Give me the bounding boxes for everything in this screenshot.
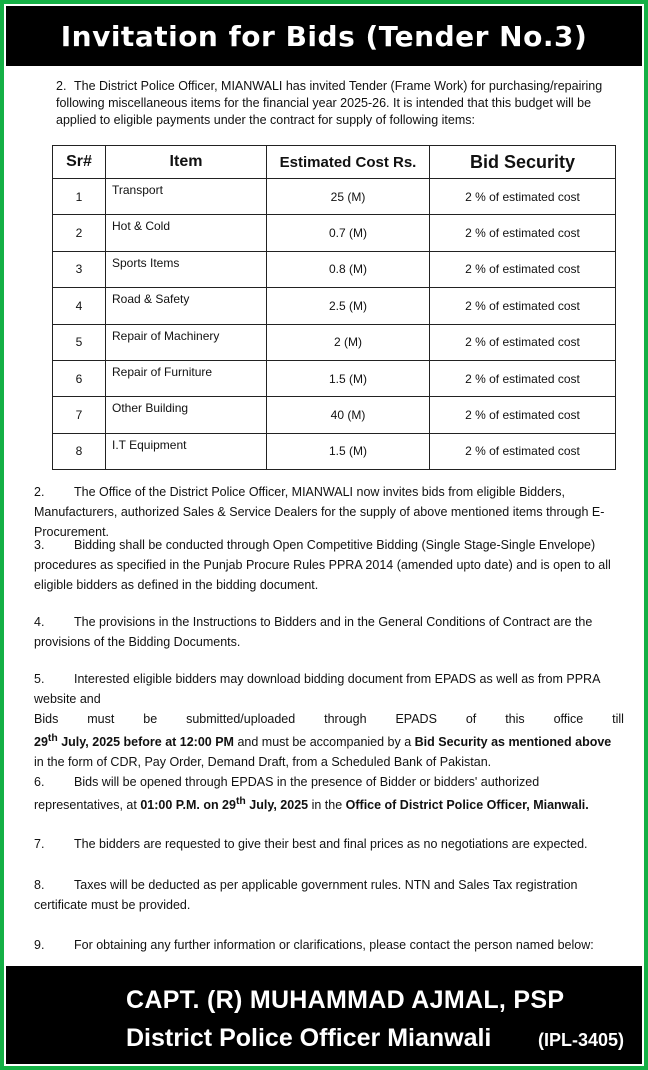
paragraph-8: [34, 875, 624, 915]
cell-sr: 8: [53, 433, 106, 469]
opening-time: 01:00 P.M. on 29: [140, 798, 236, 813]
word: of: [465, 712, 477, 726]
paragraph-justified-line: [34, 709, 624, 729]
word: this: [505, 712, 525, 726]
table-header-row: [53, 146, 616, 179]
intro-text: The District Police Officer, MIANWALI has invited Tender (Frame Work) for purchasing/repairing following miscellaneous items for the financial year 2025-26. It is intended that this budget will be applied to eligible payments under the contract for supply of following items:: [56, 79, 603, 127]
ipl-reference: (IPL-3405): [537, 1030, 624, 1050]
word: office: [553, 712, 584, 726]
word: Bids: [34, 712, 59, 726]
paragraph-number: 8.: [34, 878, 45, 892]
opening-office: Office of District Police Officer, Mianwali.: [345, 798, 589, 813]
paragraph-text: For obtaining any further information or clarifications, please contact the person named below:: [74, 938, 594, 952]
cell-sr: 6: [53, 360, 106, 396]
bid-security-phrase: Bid Security as mentioned above: [414, 735, 612, 750]
cell-item: Sports Items: [106, 251, 267, 287]
cell-sr: 3: [53, 251, 106, 287]
cell-sr: 5: [53, 324, 106, 360]
paragraph-4: [34, 612, 624, 652]
table-row: [53, 433, 616, 469]
paragraph-number: 3.: [34, 538, 45, 552]
cell-item: Hot & Cold: [106, 215, 267, 251]
cell-security: 2 % of estimated cost: [430, 324, 616, 360]
cell-item: Transport: [106, 179, 267, 215]
header-security: Bid Security: [430, 146, 616, 179]
cell-item: I.T Equipment: [106, 433, 267, 469]
intro-number: 2.: [56, 79, 67, 93]
paragraph-text: Taxes will be deducted as per applicable government rules. NTN and Sales Tax registration certificate must be provided.: [34, 878, 578, 912]
cell-security: 2 % of estimated cost: [430, 433, 616, 469]
cell-sr: 7: [53, 397, 106, 433]
paragraph-5: [34, 669, 624, 772]
paragraph-text: Bids will be opened through EPDAS in the presence of Bidder or bidders' authorized representatives, at: [34, 775, 540, 813]
officer-designation: District Police Officer Mianwali: [126, 1024, 492, 1052]
officer-name: CAPT. (R) MUHAMMAD AJMAL, PSP: [126, 986, 565, 1014]
opening-sup: th: [235, 796, 246, 807]
header-item: Item: [106, 146, 267, 179]
opening-date: July, 2025: [245, 798, 309, 813]
table-row: [53, 179, 616, 215]
paragraph-7: [34, 834, 624, 854]
cell-sr: 1: [53, 179, 106, 215]
cell-item: Other Building: [106, 397, 267, 433]
deadline-day: 29: [34, 735, 48, 750]
table-row: [53, 397, 616, 433]
paragraph-9: [34, 935, 624, 955]
table-row: [53, 215, 616, 251]
cell-cost: 1.5 (M): [267, 360, 430, 396]
cell-security: 2 % of estimated cost: [430, 288, 616, 324]
paragraph-number: 7.: [34, 837, 45, 851]
cell-item: Repair of Furniture: [106, 360, 267, 396]
cell-sr: 4: [53, 288, 106, 324]
paragraph-text: The Office of the District Police Officer, MIANWALI now invites bids from eligible Bidders, Manufacturers, authorized Sales & Service Dealers for the supply of above mentioned items through E-Procurement.: [34, 485, 605, 539]
paragraph-text: The provisions in the Instructions to Bidders and in the General Conditions of Contract are the provisions of the Bidding Documents.: [34, 615, 593, 649]
paragraph-number: 4.: [34, 615, 45, 629]
cell-cost: 0.8 (M): [267, 251, 430, 287]
paragraph-text: The bidders are requested to give their best and final prices as no negotiations are expected.: [74, 837, 588, 851]
cell-cost: 25 (M): [267, 179, 430, 215]
paragraph-text-mid: in the: [308, 798, 346, 813]
table-row: [53, 288, 616, 324]
header-sr: Sr#: [53, 146, 106, 179]
word: through: [324, 712, 367, 726]
table-row: [53, 360, 616, 396]
paragraph-3: [34, 535, 624, 595]
footer-banner: [6, 966, 642, 1064]
cell-item: Repair of Machinery: [106, 324, 267, 360]
cell-security: 2 % of estimated cost: [430, 215, 616, 251]
cell-cost: 2.5 (M): [267, 288, 430, 324]
paragraph-number: 9.: [34, 938, 45, 952]
paragraph-text: Bidding shall be conducted through Open Competitive Bidding (Single Stage-Single Envelope) procedures as specified in the Punjab Procure Rules PPRA 2014 (amended upto date) and is open to all eligible bidders as defined in the bidding document.: [34, 538, 611, 592]
paragraph-number: 5.: [34, 672, 45, 686]
paragraph-6: [34, 772, 624, 815]
cell-cost: 2 (M): [267, 324, 430, 360]
paragraph-text-line1: Interested eligible bidders may download bidding document from EPADS as well as from PPRA website and: [34, 672, 600, 706]
cell-security: 2 % of estimated cost: [430, 397, 616, 433]
word: be: [143, 712, 158, 726]
paragraph-number: 6.: [34, 775, 45, 789]
word: till: [612, 712, 624, 726]
intro-paragraph: [56, 78, 622, 129]
table-row: [53, 251, 616, 287]
cell-sr: 2: [53, 215, 106, 251]
items-table: [52, 145, 616, 470]
cell-cost: 0.7 (M): [267, 215, 430, 251]
cell-cost: 40 (M): [267, 397, 430, 433]
cell-security: 2 % of estimated cost: [430, 179, 616, 215]
table-row: [53, 324, 616, 360]
cell-item: Road & Safety: [106, 288, 267, 324]
paragraph-text-mid: and must be accompanied by a: [233, 735, 415, 750]
deadline-rest: July, 2025 before at 12:00 PM: [57, 735, 234, 750]
deadline-sup: th: [47, 733, 58, 744]
cell-cost: 1.5 (M): [267, 433, 430, 469]
word: EPADS: [395, 712, 437, 726]
word: submitted/uploaded: [186, 712, 296, 726]
cell-security: 2 % of estimated cost: [430, 251, 616, 287]
page-title: Invitation for Bids (Tender No.3): [60, 19, 588, 53]
paragraph-text-tail: in the form of CDR, Pay Order, Demand Draft, from a Scheduled Bank of Pakistan.: [34, 755, 492, 770]
paragraph-number: 2.: [34, 485, 45, 499]
header-cost: Estimated Cost Rs.: [267, 146, 430, 179]
cell-security: 2 % of estimated cost: [430, 360, 616, 396]
paragraph-2: [34, 482, 624, 542]
word: must: [87, 712, 115, 726]
title-banner: [6, 6, 642, 66]
